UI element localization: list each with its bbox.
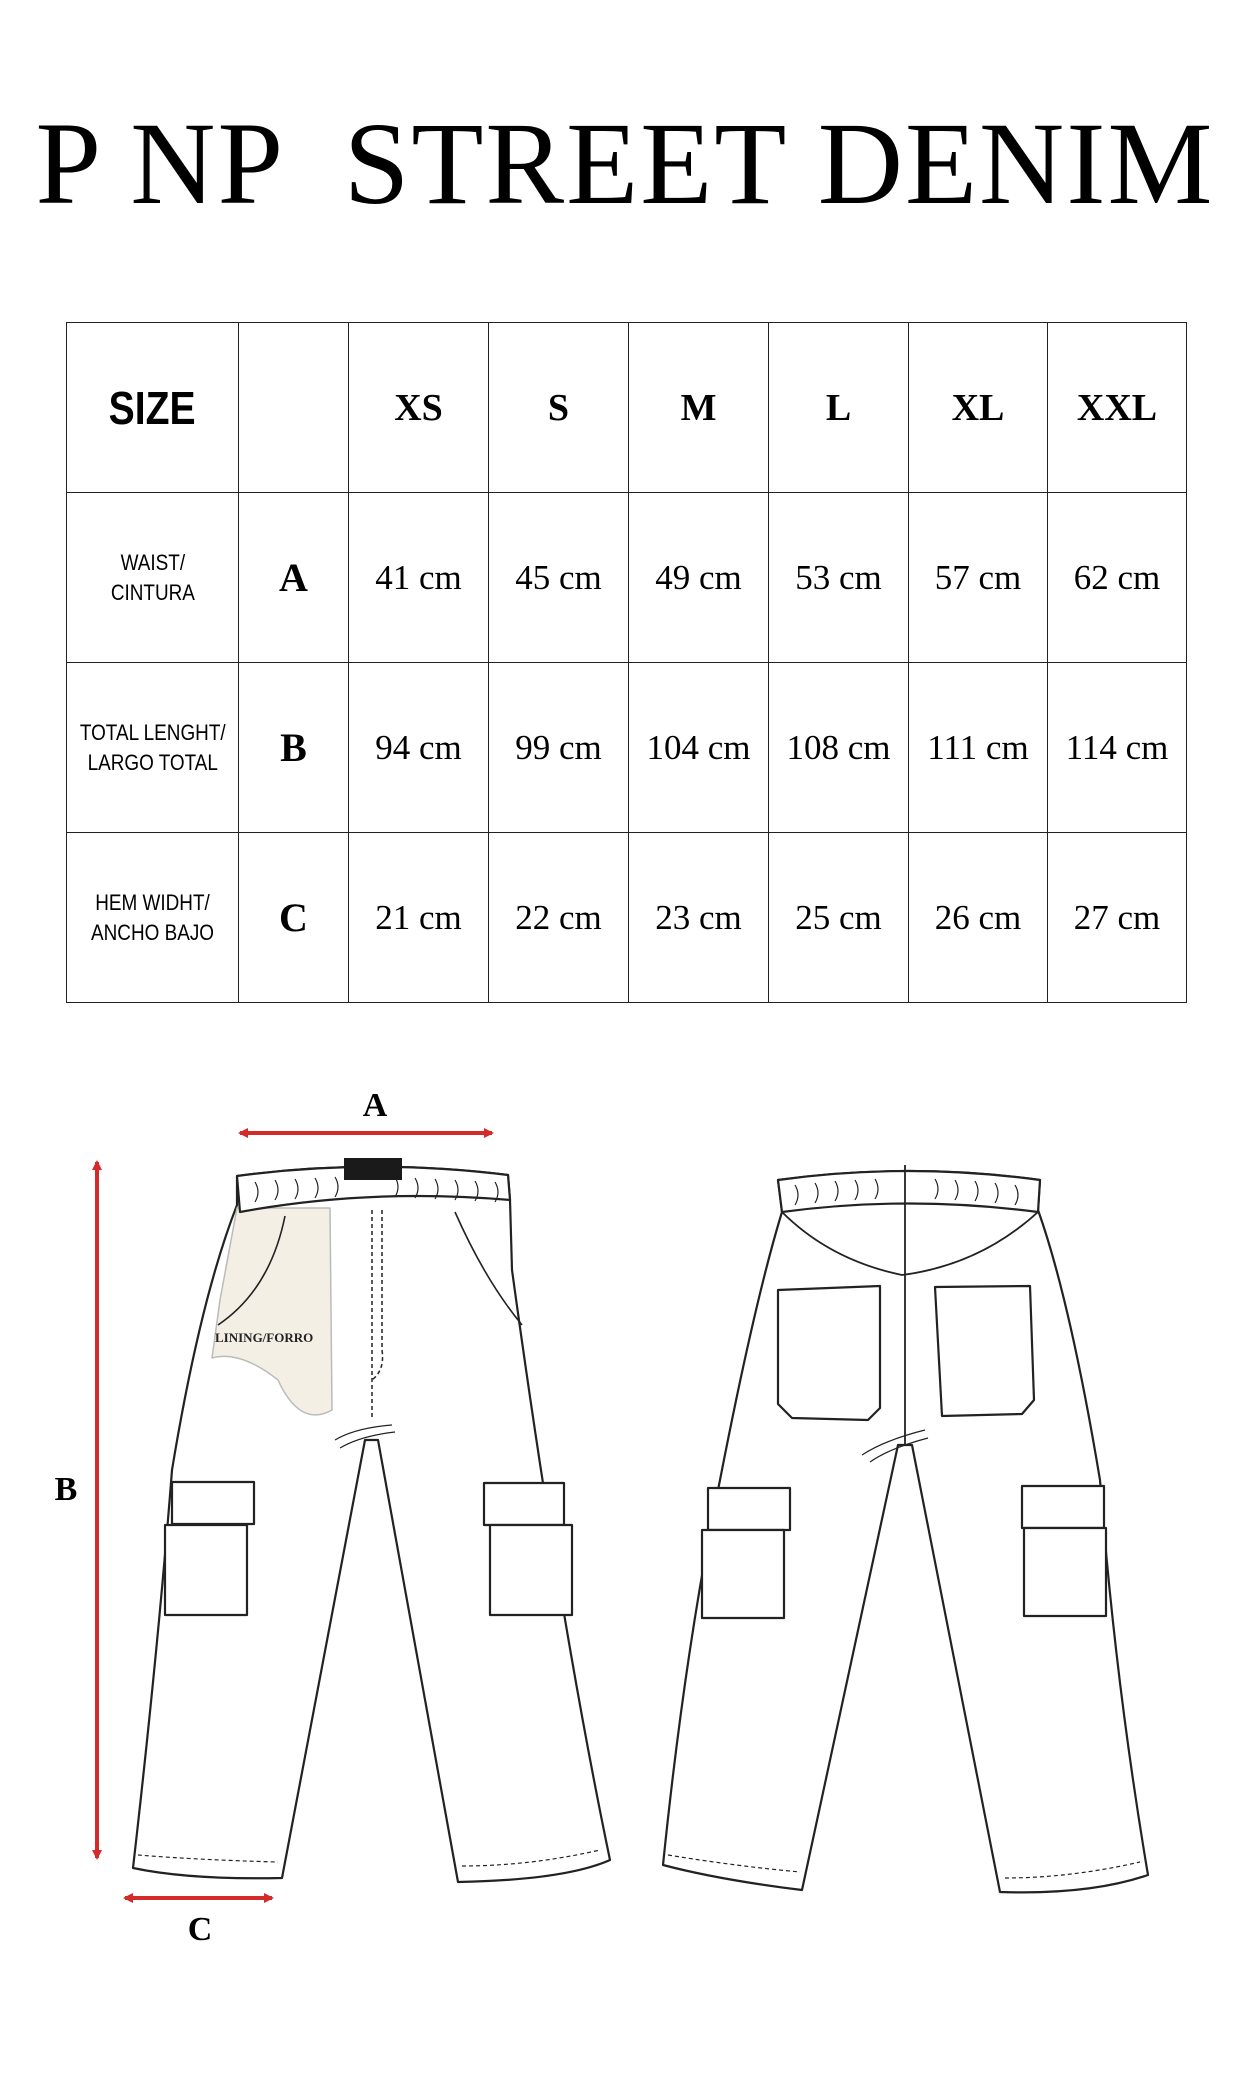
cargo-pocket-right-flap [484, 1483, 564, 1525]
size-column-xl: XL [909, 323, 1048, 493]
dimension-label-b: B [54, 1471, 78, 1508]
pants-diagram [0, 1040, 1250, 2084]
size-header: SIZE [109, 381, 196, 434]
back-cargo-pocket-left [702, 1530, 784, 1618]
brand-label [344, 1158, 402, 1180]
row-letter: C [239, 833, 349, 1003]
table-cell: 99 cm [489, 663, 629, 833]
back-cargo-pocket-right [1024, 1528, 1106, 1616]
table-cell: 62 cm [1048, 493, 1187, 663]
size-column-xs: XS [349, 323, 489, 493]
table-row-hem [67, 833, 1187, 1003]
table-cell: 23 cm [629, 833, 769, 1003]
table-cell: 108 cm [769, 663, 909, 833]
cargo-pocket-left [165, 1525, 247, 1615]
dimension-label-c: C [187, 1911, 213, 1948]
back-pocket-left [778, 1286, 880, 1420]
cargo-pocket-right [490, 1525, 572, 1615]
table-cell: 57 cm [909, 493, 1048, 663]
row-letter: A [239, 493, 349, 663]
table-cell: 22 cm [489, 833, 629, 1003]
table-header-row [67, 323, 1187, 493]
row-label: TOTAL LENGHT/ LARGO TOTAL [79, 719, 226, 775]
table-cell: 49 cm [629, 493, 769, 663]
back-cargo-pocket-left-flap [708, 1488, 790, 1530]
lining-label: LINING/FORRO [215, 1330, 314, 1345]
size-column-s: S [489, 323, 629, 493]
table-cell: 104 cm [629, 663, 769, 833]
pants-back-view [663, 1165, 1148, 1892]
cargo-pocket-left-flap [172, 1482, 254, 1524]
table-cell: 45 cm [489, 493, 629, 663]
table-cell: 53 cm [769, 493, 909, 663]
pants-front-view [133, 1158, 610, 1882]
size-column-m: M [629, 323, 769, 493]
row-label-cell [67, 493, 239, 663]
table-cell: 114 cm [1048, 663, 1187, 833]
size-header-cell [67, 323, 239, 493]
empty-header-cell [239, 323, 349, 493]
table-cell: 25 cm [769, 833, 909, 1003]
table-cell: 94 cm [349, 663, 489, 833]
dimension-label-a: A [362, 1087, 388, 1124]
row-letter: B [239, 663, 349, 833]
back-cargo-pocket-right-flap [1022, 1486, 1104, 1528]
table-cell: 41 cm [349, 493, 489, 663]
page-title: P NP STREET DENIM [35, 98, 1215, 229]
row-label: WAIST/ CINTURA [110, 549, 195, 605]
back-pocket-right [935, 1286, 1034, 1416]
size-chart-table [66, 322, 1187, 1003]
row-label-cell [67, 833, 239, 1003]
table-cell: 27 cm [1048, 833, 1187, 1003]
table-row-waist [67, 493, 1187, 663]
table-cell: 111 cm [909, 663, 1048, 833]
row-label-cell [67, 663, 239, 833]
table-cell: 26 cm [909, 833, 1048, 1003]
table-row-length [67, 663, 1187, 833]
row-label: HEM WIDHT/ ANCHO BAJO [90, 889, 215, 945]
table-cell: 21 cm [349, 833, 489, 1003]
size-column-xxl: XXL [1048, 323, 1187, 493]
size-column-l: L [769, 323, 909, 493]
